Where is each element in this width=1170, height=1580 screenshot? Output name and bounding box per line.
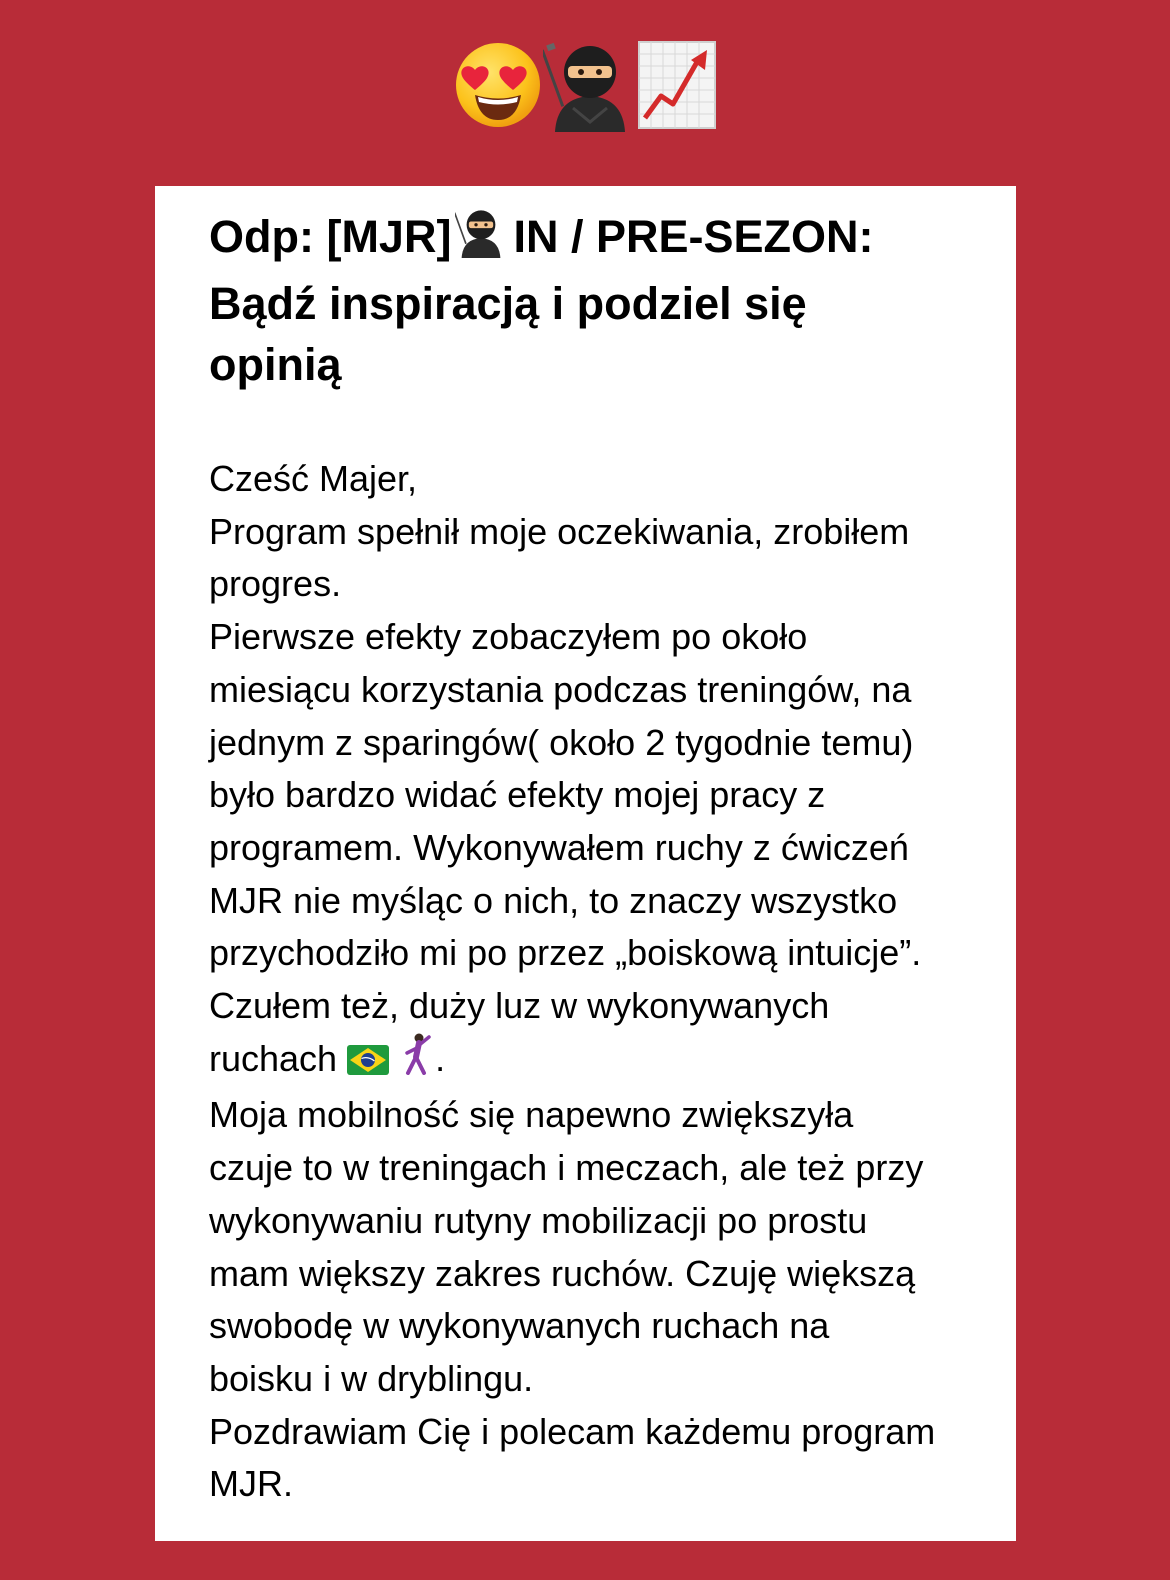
body-line: swobodę w wykonywanych ruchach na — [209, 1305, 830, 1347]
ninja-icon — [455, 206, 507, 273]
body-line: boisku i w dryblingu. — [209, 1357, 534, 1399]
body-line: Cześć Majer, — [209, 458, 418, 499]
post-body — [209, 453, 989, 1511]
dancer-icon — [399, 1033, 435, 1090]
body-line: jednym z sparingów( około 2 tygodnie temu) — [209, 721, 914, 763]
body-line: programem. Wykonywałem ruchy z ćwiczeń — [209, 826, 909, 868]
body-line: progres. — [209, 563, 342, 605]
body-line-ruchach — [209, 1033, 989, 1090]
body-line: MJR nie myśląc o nich, to znaczy wszystko — [209, 879, 898, 921]
title-line-3: opinią — [209, 339, 342, 390]
body-line: wykonywaniu rutyny mobilizacji po prostu — [209, 1199, 868, 1241]
chart-increasing-icon — [637, 40, 717, 130]
ruchach-end: . — [435, 1037, 446, 1079]
body-line: było bardzo widać efekty mojej pracy z — [209, 774, 826, 816]
body-line: przychodziło mi po przez „boiskową intuicje”. — [209, 932, 922, 974]
body-line: Czułem też, duży luz w wykonywanych — [209, 985, 830, 1027]
brazil-flag-icon — [347, 1037, 389, 1090]
title-line-2: Bądź inspiracją i podziel się — [209, 278, 807, 329]
ruchach-word: ruchach — [209, 1037, 338, 1079]
heart-eyes-face-icon — [453, 40, 543, 130]
body-line: czuje to w treningach i meczach, ale też przy — [209, 1147, 924, 1189]
body-line: Program spełnił moje oczekiwania, zrobiłem — [209, 510, 910, 552]
title-rest: IN / PRE-SEZON: — [513, 211, 874, 262]
title-prefix: Odp: [MJR] — [209, 211, 452, 262]
body-line: Pozdrawiam Cię i polecam każdemu program — [209, 1410, 936, 1452]
body-line: miesiącu korzystania podczas treningów, na — [209, 668, 912, 710]
ninja-icon — [543, 38, 637, 132]
message-card — [155, 186, 1016, 1541]
body-line: MJR. — [209, 1463, 293, 1505]
body-line: Moja mobilność się napewno zwiększyła — [209, 1094, 854, 1136]
post-title — [209, 206, 949, 395]
body-line: mam większy zakres ruchów. Czuję większą — [209, 1252, 916, 1294]
emoji-header — [0, 38, 1170, 132]
body-line: Pierwsze efekty zobaczyłem po około — [209, 616, 808, 658]
